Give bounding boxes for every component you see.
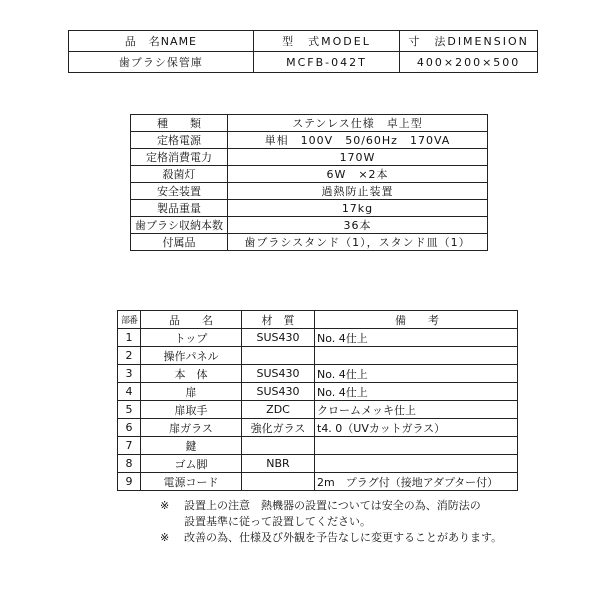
part-material (242, 473, 315, 491)
spec-value: 歯ブラシスタンド（1），スタンド皿（1） (228, 234, 488, 251)
note-installation-text: 設置上の注意 熱機器の設置については安全の為、消防法の (184, 499, 481, 512)
part-material: ZDC (242, 401, 315, 419)
header-dimension: 寸 法DIMENSION (400, 31, 538, 52)
header-name: 品 名NAME (69, 31, 254, 52)
part-name: 扉ガラス (141, 419, 242, 437)
spec-row (131, 200, 488, 217)
part-no: 9 (118, 473, 141, 491)
spec-value: 過熱防止装置 (228, 183, 488, 200)
note-installation (160, 498, 502, 514)
model-header-row (69, 31, 538, 52)
part-material: SUS430 (242, 383, 315, 401)
note-change (160, 530, 502, 546)
part-name: 鍵 (141, 437, 242, 455)
spec-value: 170W (228, 149, 488, 166)
part-name: 操作パネル (141, 347, 242, 365)
part-material (242, 347, 315, 365)
spec-value: 単相 100V 50/60Hz 170VA (228, 132, 488, 149)
spec-label: 種 類 (131, 115, 228, 132)
part-note: No. 4仕上 (315, 365, 518, 383)
header-note: 備 考 (315, 311, 518, 329)
spec-value: 36本 (228, 217, 488, 234)
spec-table (130, 114, 488, 251)
product-dimension: 400×200×500 (400, 52, 538, 73)
part-material: 強化ガラス (242, 419, 315, 437)
parts-row (118, 347, 518, 365)
spec-row (131, 234, 488, 251)
part-material: SUS430 (242, 329, 315, 347)
parts-row (118, 473, 518, 491)
part-note: クロームメッキ仕上 (315, 401, 518, 419)
parts-row (118, 419, 518, 437)
part-no: 8 (118, 455, 141, 473)
parts-header-row (118, 311, 518, 329)
spec-label: 歯ブラシ収納本数 (131, 217, 228, 234)
spec-row (131, 166, 488, 183)
part-note: No. 4仕上 (315, 383, 518, 401)
spec-row (131, 115, 488, 132)
spec-label: 付属品 (131, 234, 228, 251)
part-note (315, 347, 518, 365)
spec-row (131, 132, 488, 149)
note-mark: ※ (160, 499, 170, 512)
parts-row (118, 329, 518, 347)
spec-row (131, 149, 488, 166)
part-material (242, 437, 315, 455)
spec-label: 定格消費電力 (131, 149, 228, 166)
part-material: SUS430 (242, 365, 315, 383)
part-note: No. 4仕上 (315, 329, 518, 347)
parts-row (118, 455, 518, 473)
part-no: 6 (118, 419, 141, 437)
spec-row (131, 183, 488, 200)
part-note: 2m プラグ付（接地アダプター付） (315, 473, 518, 491)
note-installation-cont-text: 設置基準に従って設置してください。 (184, 515, 371, 528)
part-material: NBR (242, 455, 315, 473)
parts-row (118, 383, 518, 401)
spec-value: 6W ×2本 (228, 166, 488, 183)
part-name: ゴム脚 (141, 455, 242, 473)
product-model: MCFB-042T (253, 52, 399, 73)
part-name: トップ (141, 329, 242, 347)
header-model: 型 式MODEL (253, 31, 399, 52)
notes (160, 498, 502, 546)
part-no: 1 (118, 329, 141, 347)
parts-row (118, 437, 518, 455)
part-no: 5 (118, 401, 141, 419)
spec-row (131, 217, 488, 234)
part-name: 扉取手 (141, 401, 242, 419)
spec-label: 安全装置 (131, 183, 228, 200)
model-table (68, 30, 538, 73)
part-note (315, 455, 518, 473)
part-no: 7 (118, 437, 141, 455)
note-installation-cont (160, 514, 502, 530)
spec-label: 殺菌灯 (131, 166, 228, 183)
parts-table (117, 310, 518, 491)
spec-value: 17kg (228, 200, 488, 217)
product-name: 歯ブラシ保管庫 (69, 52, 254, 73)
spec-label: 定格電源 (131, 132, 228, 149)
part-name: 扉 (141, 383, 242, 401)
parts-row (118, 401, 518, 419)
header-part-no: 部番 (118, 311, 141, 329)
part-name: 電源コード (141, 473, 242, 491)
header-material: 材 質 (242, 311, 315, 329)
part-no: 4 (118, 383, 141, 401)
model-data-row (69, 52, 538, 73)
part-no: 2 (118, 347, 141, 365)
note-mark: ※ (160, 531, 170, 544)
parts-row (118, 365, 518, 383)
header-part-name: 品 名 (141, 311, 242, 329)
part-note (315, 437, 518, 455)
part-name: 本 体 (141, 365, 242, 383)
spec-label: 製品重量 (131, 200, 228, 217)
spec-value: ステンレス仕様 卓上型 (228, 115, 488, 132)
part-no: 3 (118, 365, 141, 383)
part-note: t4. 0（UVカットガラス） (315, 419, 518, 437)
note-change-text: 改善の為、仕様及び外観を予告なしに変更することがあります。 (184, 531, 503, 544)
